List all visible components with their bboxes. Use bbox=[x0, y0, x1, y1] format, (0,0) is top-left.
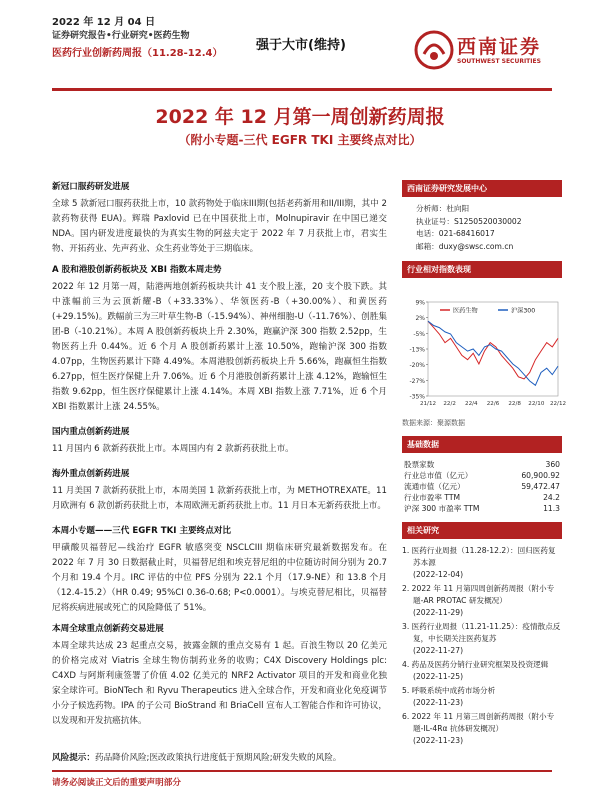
logo-text-cn: 西南证券 bbox=[457, 36, 542, 58]
section-heading: 新冠口服药研发进展 bbox=[52, 182, 130, 192]
related-report-link[interactable]: 6. 2022 年 11 月第三周创新药周报（附小专题-IL-4Rα 抗体研发概况） (2022-11-23) bbox=[402, 712, 555, 745]
section-paragraph: 11 月国内 6 款新药获批上市。本周国内有 2 款新药获批上市。 bbox=[52, 444, 294, 454]
analyst-license: 执业证号：S1250520030002 bbox=[416, 216, 522, 226]
section-heading: 本周全球重点创新药交易进展 bbox=[52, 624, 164, 634]
report-subtitle: （附小专题-三代 EGFR TKI 主要终点对比） bbox=[178, 133, 422, 147]
header-divider bbox=[52, 88, 552, 91]
y-tick-label: -35% bbox=[409, 393, 425, 401]
related-report-link[interactable]: 5. 呼吸系统中成药市场分析 (2022-11-23) bbox=[402, 686, 496, 707]
x-tick-label: 22/10 bbox=[528, 401, 545, 407]
series-line-1 bbox=[428, 321, 558, 385]
related-report-link[interactable]: 4. 药品及医药分销行业研究框架及投资逻辑 (2022-11-25) bbox=[402, 660, 549, 681]
section-heading: 海外重点创新药进展 bbox=[52, 469, 130, 479]
y-tick-label: -5% bbox=[413, 330, 425, 338]
report-title: 2022 年 12 月第一周创新药周报 bbox=[155, 106, 445, 128]
x-tick-label: 21/12 bbox=[419, 401, 437, 407]
table-row: 沪深 300 市盈率 TTM 11.3 bbox=[404, 504, 560, 513]
x-tick-label: 22/6 bbox=[486, 401, 500, 407]
analyst-phone: 电话：021-68416017 bbox=[416, 229, 495, 238]
chart-svg bbox=[402, 284, 567, 416]
logo-emblem-icon bbox=[414, 30, 454, 70]
company-logo bbox=[412, 24, 562, 80]
section-heading: A 股和港股创新药板块及 XBI 指数本周走势 bbox=[52, 265, 222, 275]
footer-divider bbox=[52, 770, 552, 772]
series-line-0 bbox=[428, 321, 558, 379]
related-research-heading: 相关研究 bbox=[402, 522, 562, 539]
section-paragraph: 甲磺酸贝福替尼—线治疗 EGFR 敏感突变 NSCLCIII 期临床研究最新数据发布。在 2022 年 7 月 30 日数据截止时，贝福替尼组和埃克替尼组的中位随访时间分别为 20.7 个月和 19.4 个月。IRC 评估的中位 PFS 分别为 22.1 个月（17.9-NE）和 13.8 个月（12.4-15.2）（HR 0.49; 95%CI 0.36-0.68; P<0.0001）。与埃克替尼相比，贝福替尼将疾病进展或死亡的风险降低了 51%。 bbox=[52, 543, 387, 613]
section-paragraph: 11 月美国 7 款新药获批上市，本周美国 1 款新药获批上市，为 METHOTREXATE。11 月欧洲有 6 款创新药获批上市，本周欧洲无新药获批上市。11 月日本无新药获批上市。 bbox=[52, 486, 387, 511]
y-tick-label: -13% bbox=[409, 346, 425, 354]
main-body bbox=[52, 180, 387, 735]
legend-label: 沪深300 bbox=[511, 307, 536, 315]
chart-source: 数据来源：聚源数据 bbox=[402, 419, 465, 427]
legend-label: 医药生物 bbox=[453, 307, 478, 315]
analyst-email: 邮箱：duxy@swsc.com.cn bbox=[416, 241, 514, 251]
table-row: 行业市盈率 TTM 24.2 bbox=[404, 493, 560, 502]
logo-text-en: SOUTHWEST SECURITIES bbox=[457, 58, 541, 65]
chart-heading: 行业相对指数表现 bbox=[402, 261, 562, 278]
footer-disclaimer: 请务必阅读正文后的重要声明部分 bbox=[52, 778, 181, 788]
table-row: 行业总市值（亿元） 60,900.92 bbox=[404, 471, 560, 480]
basic-data-heading: 基础数据 bbox=[402, 436, 562, 453]
section-heading: 本周小专题——三代 EGFR TKI 主要终点对比 bbox=[52, 526, 232, 536]
section-paragraph: 全球 5 款新冠口服药获批上市，10 款药物处于临床III期(包括老药新用和II/III期，其中 2 款药物获得 EUA)。辉瑞 Paxlovid 已在中国获批上市，Molnupiravir 在中国已递交 NDA。国内研发进度最快的为真实生物的阿兹夫定于 2022 年 7 月获批上市，君实生物、开拓药业、先声药业、众生药业等处于三期临床。 bbox=[52, 199, 387, 254]
y-tick-label: 9% bbox=[415, 299, 425, 307]
x-tick-label: 22/12 bbox=[549, 401, 567, 407]
risk-warning bbox=[52, 752, 552, 765]
related-report-link[interactable]: 3. 医药行业周报（11.21-11.25）：疫情散点反复，中长期关注医药复苏 (2022-11-27) bbox=[402, 622, 561, 655]
x-tick-label: 22/8 bbox=[508, 401, 521, 407]
section-paragraph: 本周全球共达成 23 起重点交易，披露金额的重点交易有 1 起。百浪生物以 20 亿美元的价格完成对 Viatris 全球生物仿制药业务的收购；C4X Discovery Holdings plc: C4XD 与阿斯利康签署了价值 4.02 亿美元的 NRF2 Activator 项目的开发和商业化独家全球许可。BioNTech 和 Ryvu Therapeutics 进入全球合作，开发和商业化免疫调节小分子候选药物。IPA 的子公司 BioStrand 和 BriaCell 宣布人工智能合作和许可协议，以发现和开发抗癌抗体。 bbox=[52, 641, 387, 726]
section-paragraph: 2022 年 12 月第一周，陆港两地创新药板块共计 41 支个股上涨，20 支个股下跌。其中涨幅前三为云顶新耀-B（+33.33%）、华领医药-B（+30.00%）、和黄医药(+29.15%)。跌幅前三为三叶草生物-B（-15.94%）、神州细胞-U（-11.76%）、创胜集团-B（-10.21%）。本周 A 股创新药板块上升 2.30%，跑赢沪深 300 指数 2.52pp，生物医药上升 0.44%。近 6 个月 A 股创新药累计上涨 10.50%，跑输沪深 300 指数 4.07pp，生物医药累计下降 4.49%。本周港股创新药板块上升 5.66%，跑赢恒生指数 6.27pp，恒生医疗保健上升 7.06%。近 6 个月港股创新药累计上涨 4.12%，跑输恒生指数 9.62pp，恒生医疗保健累计上涨 4.14%。本周 XBI 指数上涨 7.71%，近 6 个月 XBI 指数累计上涨 24.55%。 bbox=[52, 282, 387, 412]
table-row: 流通市值（亿元） 59,472.47 bbox=[404, 482, 560, 491]
risk-label: 风险提示： bbox=[52, 753, 95, 763]
relative-index-chart bbox=[402, 284, 567, 416]
chart-plot-frame bbox=[428, 302, 558, 396]
report-date: 2022 年 12 月 04 日 bbox=[52, 17, 156, 28]
team-heading: 西南证券研究发展中心 bbox=[402, 180, 562, 197]
related-report-link[interactable]: 2. 2022 年 11 月第四周创新药周报（附小专题-AR PROTAC 研发概况） (2022-11-29) bbox=[402, 584, 555, 617]
related-list bbox=[402, 545, 562, 747]
section-heading: 国内重点创新药进展 bbox=[52, 427, 130, 437]
report-series: 医药行业创新药周报（11.28-12.4） bbox=[52, 48, 223, 59]
related-report-link[interactable]: 1. 医药行业周报（11.28-12.2）：回归医药复苏本源 (2022-12-04) bbox=[402, 546, 556, 579]
report-category: 证券研究报告•行业研究•医药生物 bbox=[52, 31, 190, 41]
y-tick-label: -20% bbox=[409, 362, 425, 370]
table-row: 股票家数 360 bbox=[404, 460, 560, 469]
risk-text: 药品降价风险;医改政策执行进度低于预期风险;研发失败的风险。 bbox=[94, 753, 342, 763]
y-tick-label: 2% bbox=[415, 315, 425, 323]
y-tick-label: -27% bbox=[409, 377, 425, 385]
basic-data-table bbox=[402, 459, 562, 514]
x-tick-label: 22/2 bbox=[443, 401, 456, 407]
industry-rating: 强于大市(维持) bbox=[256, 38, 346, 53]
analyst-name: 分析师：杜向阳 bbox=[416, 204, 470, 213]
x-tick-label: 22/4 bbox=[465, 401, 478, 407]
sidebar bbox=[402, 180, 567, 749]
